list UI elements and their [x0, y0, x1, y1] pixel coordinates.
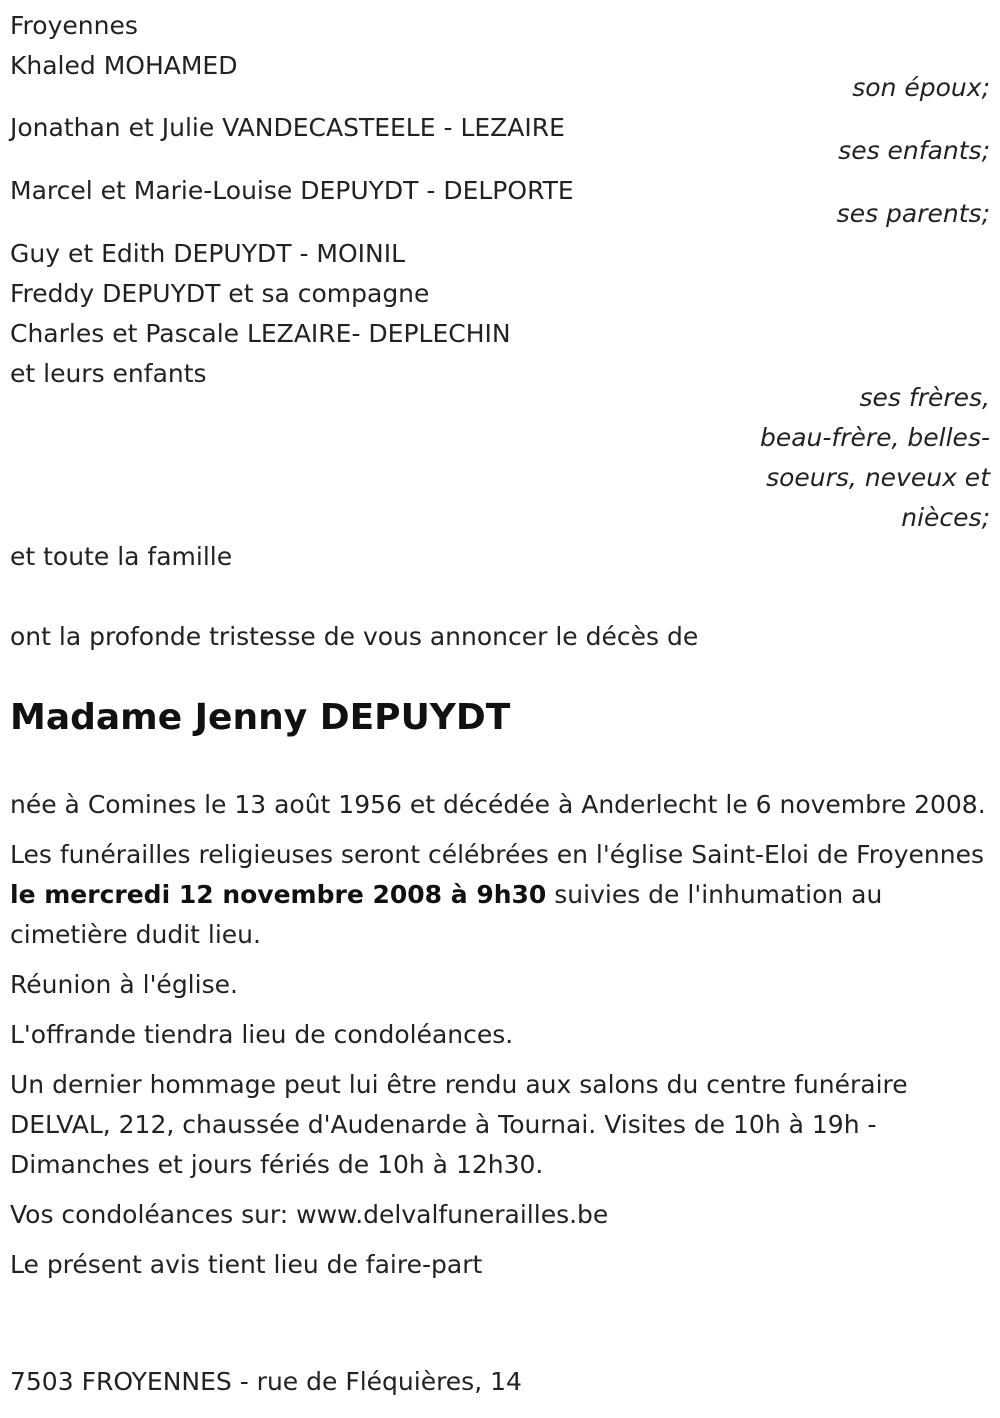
- spouse-name: Khaled MOHAMED: [10, 51, 238, 80]
- announcement-text: ont la profonde tristesse de vous annoncer le décès de: [10, 622, 699, 651]
- funeral-text-after: suivies de l'inhumation au cimetière dudit lieu.: [10, 880, 883, 949]
- parents-role: ses parents;: [836, 199, 990, 228]
- notice-text: Le présent avis tient lieu de faire-part: [10, 1250, 483, 1279]
- siblings-list: [10, 234, 511, 394]
- spouse-role: son époux;: [852, 73, 990, 102]
- sibling-line: Freddy DEPUYDT et sa compagne: [10, 279, 430, 308]
- siblings-role-line: beau-frère, belles-: [759, 423, 990, 452]
- address-text: 7503 FROYENNES - rue de Fléquières, 14: [10, 1367, 522, 1396]
- siblings-role: [730, 378, 990, 538]
- meeting-text: Réunion à l'église.: [10, 970, 238, 999]
- sibling-line: Guy et Edith DEPUYDT - MOINIL: [10, 239, 406, 268]
- offering-text: L'offrande tiendra lieu de condoléances.: [10, 1020, 514, 1049]
- condolences-text: Vos condoléances sur: www.delvalfunerailles.be: [10, 1200, 609, 1229]
- funeral-text-before: Les funérailles religieuses seront célébrées en l'église Saint-Eloi de Froyennes: [10, 840, 984, 869]
- siblings-role-line: nièces;: [901, 503, 990, 532]
- details-section: [10, 785, 990, 1295]
- children-name: Jonathan et Julie VANDECASTEELE - LEZAIRE: [10, 113, 565, 142]
- children-role: ses enfants;: [838, 136, 990, 165]
- deceased-name: Madame Jenny DEPUYDT: [10, 697, 511, 738]
- parents-name: Marcel et Marie-Louise DEPUYDT - DELPORTE: [10, 176, 574, 205]
- family-location: Froyennes: [10, 11, 138, 40]
- siblings-role-line: ses frères,: [859, 383, 990, 412]
- birth-death-text: née à Comines le 13 août 1956 et décédée à Anderlecht le 6 novembre 2008.: [10, 790, 986, 819]
- sibling-line: Charles et Pascale LEZAIRE- DEPLECHIN: [10, 319, 511, 348]
- family-section: [10, 6, 990, 86]
- funeral-date: le mercredi 12 novembre 2008 à 9h30: [10, 880, 547, 909]
- whole-family: et toute la famille: [10, 542, 233, 571]
- funeral-text: [10, 835, 990, 955]
- homage-text: Un dernier hommage peut lui être rendu aux salons du centre funéraire DELVAL, 212, chaussée d'Audenarde à Tournai. Visites de 10h à 19h - Dimanches et jours fériés de 10h à 12h30.: [10, 1070, 908, 1179]
- siblings-role-line: soeurs, neveux et: [766, 463, 990, 492]
- sibling-line: et leurs enfants: [10, 359, 207, 388]
